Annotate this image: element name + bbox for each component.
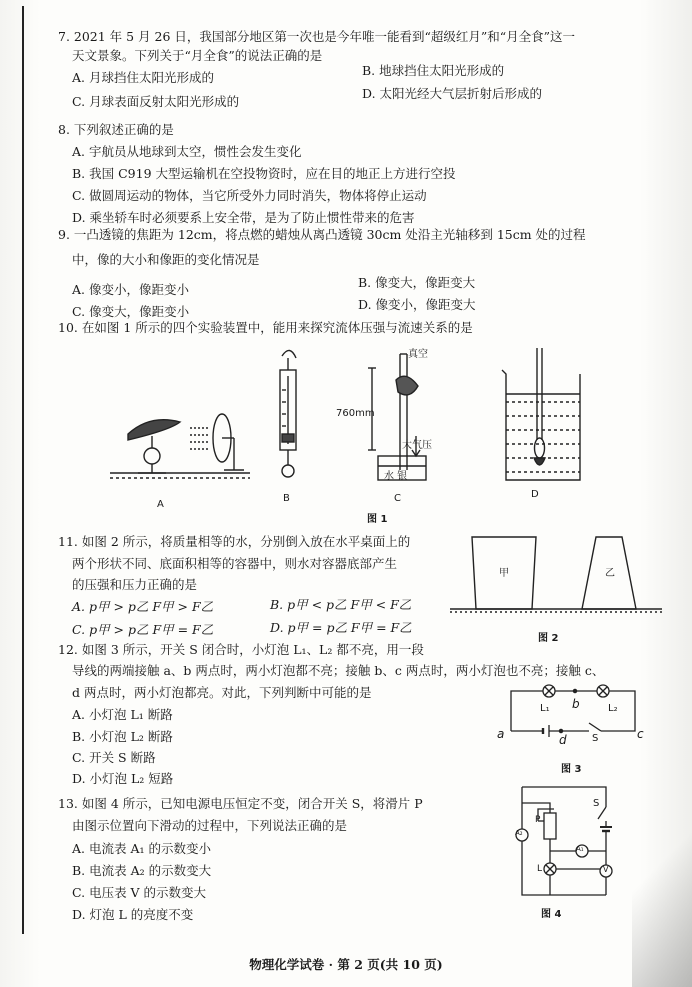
q12-option-d: D. 小灯泡 L₂ 短路	[72, 771, 174, 786]
q12-option-b: B. 小灯泡 L₂ 断路	[72, 729, 173, 744]
q13-option-c: C. 电压表 V 的示数变大	[72, 885, 207, 900]
q11-option-a: A. p甲 > p乙 F甲 > F乙	[72, 599, 214, 614]
fig3-s: S	[592, 733, 599, 744]
q7-option-b: B. 地球挡住太阳光形成的	[362, 63, 505, 78]
fig3-caption: 图 3	[561, 764, 582, 775]
fig2-caption: 图 2	[538, 633, 559, 644]
q7-line1: 7. 2021 年 5 月 26 日，我国部分地区第一次也是今年唯一能看到“超级红月”和“月全食”这一	[58, 29, 575, 44]
fig4-a1: A₁	[576, 845, 584, 853]
apparatus-d	[502, 348, 580, 480]
fig1-vacuum: 真空	[408, 349, 428, 360]
switch-s	[589, 723, 601, 731]
fig4-s: S	[593, 798, 600, 809]
fig2-jia: 甲	[499, 568, 509, 579]
q9-line2: 中，像的大小和像距的变化情况是	[72, 252, 260, 267]
apparatus-b	[280, 350, 296, 477]
q13-option-d: D. 灯泡 L 的亮度不变	[72, 907, 194, 922]
fig2-yi: 乙	[605, 568, 615, 579]
fig4-l: L	[537, 864, 543, 874]
fig1-label-c: C	[394, 493, 401, 504]
q11-option-b: B. p甲 < p乙 F甲 < F乙	[270, 597, 412, 612]
figure-3	[505, 685, 645, 745]
q9-option-c: C. 像变大，像距变小	[72, 304, 190, 319]
fig1-caption: 图 1	[367, 514, 388, 525]
figure-4	[498, 785, 638, 903]
q11-line3: 的压强和压力正确的是	[72, 577, 198, 592]
page-shadow	[632, 787, 692, 987]
figure-1	[110, 340, 580, 515]
fig3-l1: L₁	[540, 703, 550, 714]
q9-option-b: B. 像变大，像距变大	[358, 275, 476, 290]
fig3-c: c	[637, 727, 644, 741]
q12-line1: 12. 如图 3 所示，开关 S 闭合时，小灯泡 L₁、L₂ 都不亮，用一段	[58, 642, 424, 657]
q8-option-a: A. 宇航员从地球到太空，惯性会发生变化	[72, 144, 302, 159]
q10-stem: 10. 在如图 1 所示的四个实验装置中，能用来探究流体压强与流速关系的是	[58, 320, 473, 335]
q12-option-c: C. 开关 S 断路	[72, 750, 156, 765]
rheostat	[544, 813, 556, 839]
q13-line1: 13. 如图 4 所示，已知电源电压恒定不变，闭合开关 S，将滑片 P	[58, 796, 423, 811]
q13-option-b: B. 电流表 A₂ 的示数变大	[72, 863, 212, 878]
q9-option-d: D. 像变小，像距变大	[358, 297, 476, 312]
q7-line2: 天文景象。下列关于“月全食”的说法正确的是	[72, 48, 323, 63]
fig3-a: a	[497, 727, 505, 741]
fig4-v: V	[603, 865, 609, 874]
fig1-atm: 大气压	[402, 440, 432, 451]
q12-option-a: A. 小灯泡 L₁ 断路	[72, 707, 173, 722]
fig4-a2: A₂	[515, 829, 523, 837]
fig1-label-a: A	[157, 499, 164, 510]
fig1-760mm: 760mm	[336, 408, 375, 419]
page-footer: 物理化学试卷 · 第 2 页(共 10 页)	[249, 957, 443, 972]
q11-line2: 两个形状不同、底面积相等的容器中，则水对容器底部产生	[72, 556, 398, 571]
q8-option-d: D. 乘坐轿车时必须要系上安全带，是为了防止惯性带来的危害	[72, 210, 415, 225]
margin-line	[22, 6, 24, 934]
q13-option-a: A. 电流表 A₁ 的示数变小	[72, 841, 211, 856]
q7-option-c: C. 月球表面反射太阳光形成的	[72, 94, 240, 109]
q8-option-c: C. 做圆周运动的物体，当它所受外力同时消失，物体将停止运动	[72, 188, 427, 203]
apparatus-a	[110, 414, 250, 478]
q8-option-b: B. 我国 C919 大型运输机在空投物资时，应在目的地正上方进行空投	[72, 166, 456, 181]
apparatus-c	[368, 354, 426, 480]
fig3-d: d	[559, 733, 567, 747]
q12-line3: d 两点时，两小灯泡都亮。对此，下列判断中可能的是	[72, 685, 372, 700]
q7-option-a: A. 月球挡住太阳光形成的	[72, 70, 214, 85]
fig3-b: b	[572, 697, 580, 711]
fig4-caption: 图 4	[541, 909, 562, 920]
fig1-label-d: D	[531, 489, 539, 500]
q7-option-d: D. 太阳光经大气层折射后形成的	[362, 86, 543, 101]
q11-option-d: D. p甲 = p乙 F甲 = F乙	[270, 620, 412, 635]
fig3-l2: L₂	[608, 703, 618, 714]
fig1-mercury: 水 银	[384, 471, 408, 482]
q13-line2: 由图示位置向下滑动的过程中，下列说法正确的是	[72, 818, 348, 833]
q9-line1: 9. 一凸透镜的焦距为 12cm，将点燃的蜡烛从离凸透镜 30cm 处沿主光轴移到 15cm 处的过程	[58, 227, 586, 242]
q8-stem: 8. 下列叙述正确的是	[58, 122, 174, 137]
fig4-p: P	[535, 815, 541, 825]
q12-line2: 导线的两端接触 a、b 两点时，两小灯泡都不亮；接触 b、c 两点时，两小灯泡也不亮；接触 c、	[72, 663, 605, 678]
q9-option-a: A. 像变小，像距变小	[72, 282, 189, 297]
q11-option-c: C. p甲 > p乙 F甲 = F乙	[72, 622, 214, 637]
fig1-label-b: B	[283, 493, 290, 504]
q11-line1: 11. 如图 2 所示，将质量相等的水，分别倒入放在水平桌面上的	[58, 534, 411, 549]
figure-2	[450, 525, 670, 615]
